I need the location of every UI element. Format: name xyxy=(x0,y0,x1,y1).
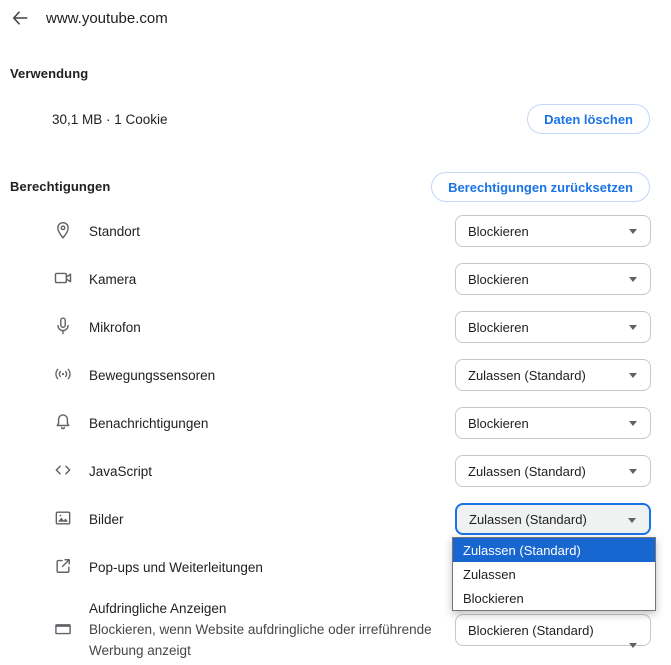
permission-row-bewegungssensoren xyxy=(0,351,671,399)
chevron-down-icon xyxy=(629,643,637,648)
permission-row-benachrichtigungen xyxy=(0,399,671,447)
back-button[interactable] xyxy=(9,7,31,29)
chevron-down-icon xyxy=(629,325,637,330)
arrow-left-icon xyxy=(10,8,30,28)
open-in-new-icon xyxy=(52,555,74,577)
select-value: Zulassen (Standard) xyxy=(468,463,586,479)
permission-label: Kamera xyxy=(89,271,137,287)
permission-select-bilder[interactable] xyxy=(455,503,651,535)
select-value: Blockieren (Standard) xyxy=(468,622,594,638)
permission-select-javascript[interactable] xyxy=(455,455,651,487)
permission-label: Mikrofon xyxy=(89,319,141,335)
dropdown-option-blockieren[interactable]: Blockieren xyxy=(463,590,524,606)
motion-sensors-icon xyxy=(52,363,74,385)
permission-label: JavaScript xyxy=(89,463,153,479)
ad-window-icon xyxy=(52,618,74,640)
permission-select-anzeigen[interactable] xyxy=(455,614,651,646)
dropdown-option-zulassen[interactable]: Zulassen xyxy=(463,566,516,582)
permission-select-kamera[interactable] xyxy=(455,263,651,295)
permissions-section-label: Berechtigungen xyxy=(10,179,111,194)
dropdown-option-zulassen-standard[interactable]: Zulassen (Standard) xyxy=(453,538,655,562)
permission-row-javascript xyxy=(0,447,671,495)
bell-icon xyxy=(52,411,74,433)
permission-label-block xyxy=(89,598,469,661)
permission-select-standort[interactable] xyxy=(455,215,651,247)
select-value: Blockieren xyxy=(468,319,529,335)
page-title: www.youtube.com xyxy=(46,10,168,27)
permission-sublabel: Blockieren, wenn Website aufdringliche oder irreführende Werbung anzeigt xyxy=(89,622,432,658)
bilder-dropdown-menu xyxy=(452,537,656,611)
select-value: Blockieren xyxy=(468,271,529,287)
location-pin-icon xyxy=(52,219,74,241)
select-value: Zulassen (Standard) xyxy=(468,367,586,383)
chevron-down-icon xyxy=(629,229,637,234)
permission-label: Pop-ups und Weiterleitungen xyxy=(89,559,263,575)
permission-label: Benachrichtigungen xyxy=(89,415,209,431)
usage-value: 30,1 MB · 1 Cookie xyxy=(52,112,168,127)
permission-row-bilder xyxy=(0,495,671,543)
permission-select-benachrichtigungen[interactable] xyxy=(455,407,651,439)
permission-label: Bewegungssensoren xyxy=(89,367,216,383)
chevron-down-icon xyxy=(629,277,637,282)
permission-row-standort xyxy=(0,207,671,255)
microphone-icon xyxy=(52,315,74,337)
usage-section-label: Verwendung xyxy=(10,66,89,81)
permission-label: Standort xyxy=(89,223,141,239)
clear-data-button[interactable]: Daten löschen xyxy=(527,104,650,134)
permission-select-bewegungssensoren[interactable] xyxy=(455,359,651,391)
camera-icon xyxy=(52,267,74,289)
chevron-down-icon xyxy=(629,373,637,378)
permission-row-mikrofon xyxy=(0,303,671,351)
select-value: Blockieren xyxy=(468,223,529,239)
permission-label: Aufdringliche Anzeigen xyxy=(89,601,227,616)
permission-select-mikrofon[interactable] xyxy=(455,311,651,343)
permission-label: Bilder xyxy=(89,511,124,527)
reset-permissions-button[interactable]: Berechtigungen zurücksetzen xyxy=(431,172,650,202)
select-value: Blockieren xyxy=(468,415,529,431)
select-value: Zulassen (Standard) xyxy=(469,511,587,527)
chevron-down-icon xyxy=(628,518,636,523)
chevron-down-icon xyxy=(629,469,637,474)
permission-row-kamera xyxy=(0,255,671,303)
image-icon xyxy=(52,507,74,529)
chevron-down-icon xyxy=(629,421,637,426)
code-icon xyxy=(52,459,74,481)
